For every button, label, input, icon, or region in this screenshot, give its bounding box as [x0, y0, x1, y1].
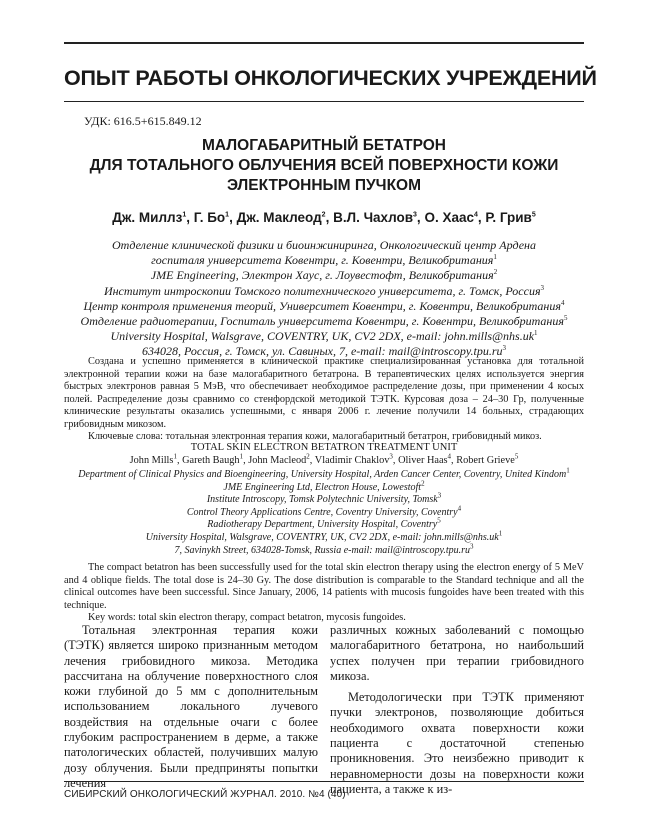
udc-code: УДК: 616.5+615.849.12 — [84, 114, 202, 128]
author-affiliation-mark: 1 — [225, 211, 230, 219]
affiliation-text: University Hospital, Walsgrave, COVENTRY, UK, CV2 2DX, e-mail: john.mills@nhs.uk — [110, 329, 535, 344]
affiliation-line — [64, 542, 584, 558]
author-affiliation-mark: 4 — [473, 211, 478, 219]
author-affiliation-mark: 4 — [447, 452, 452, 461]
author-name: John Mills — [129, 455, 174, 466]
abstract-en-text: The compact betatron has been successfully used for the total skin electron therapy using the electron energy of 5 MeV and 4 oblique fields. The total dose is 24–30 Gy. The dose distribution is comparable to the Standard technique and all the clinical outcomes have been successful. Since January, 2006, 14 patients with mucosis fungoides have been treated with this technique. — [64, 562, 584, 611]
affiliation-text: Institute Introscopy, Tomsk Polytechnic University, Tomsk — [206, 494, 438, 506]
affiliation-text: Control Theory Applications Centre, Coventry University, Coventry — [186, 506, 458, 518]
section-header: ОПЫТ РАБОТЫ ОНКОЛОГИЧЕСКИХ УЧРЕЖДЕНИЙ — [64, 66, 597, 90]
body-paragraph: Методологически при ТЭТК применяют пучки электронов, позволяющие добиться необходимого охвата поверхности кожи пациента с достаточной степенью проникновения. Это неизбежно приводит к неравномерности дозы на поверхности кожи пациента, а также к из- — [330, 690, 584, 796]
affiliation-text: Radiotherapy Department, University Hospital, Coventry — [207, 519, 438, 531]
affiliation-line — [64, 299, 584, 314]
affiliation-text: JME Engineering, Электрон Хаус, г. Лоувестофт, Великобритания — [150, 268, 494, 283]
affiliation-mark: 3 — [470, 542, 474, 551]
affiliation-mark: 3 — [502, 344, 507, 353]
author-separator: , — [186, 210, 194, 225]
affiliation-mark: 1 — [534, 329, 538, 338]
author-affiliation-mark: 1 — [182, 211, 187, 219]
keywords-ru: Ключевые слова: тотальная электронная терапия кожи, малогабаритный бетатрон, грибовидный микоз. — [88, 431, 542, 442]
author-separator: , — [477, 210, 486, 225]
header-rule — [64, 101, 584, 102]
author-separator: , — [451, 455, 457, 466]
affiliation-text: Центр контроля применения теорий, Университет Ковентри, г. Ковентри, Великобритания — [83, 298, 561, 313]
affiliation-mark: 2 — [493, 268, 498, 277]
affiliation-line — [64, 504, 584, 520]
affiliations-en — [64, 466, 584, 557]
body-column-right — [330, 623, 584, 797]
affiliation-text: Отделение радиотерапии, Госпиталь университета Ковентри, г. Ковентри, Великобритания — [80, 314, 564, 329]
author-name: Р. Грив — [485, 210, 532, 225]
affiliation-text: 7, Savinykh Street, 634028-Tomsk, Russia e-mail: mail@introscopy.tpu.ru — [174, 544, 471, 556]
author-name: Дж. Маклеод — [236, 210, 322, 225]
abstract-en — [64, 562, 584, 625]
affiliation-mark: 1 — [498, 529, 503, 538]
affiliation-text: Институт интроскопии Томского политехнического университета, г. Томск, Россия — [103, 283, 541, 298]
abstract-ru — [64, 356, 584, 444]
author-name: Robert Grieve — [456, 455, 515, 466]
author-affiliation-mark: 2 — [306, 452, 310, 461]
affiliation-text: госпиталя университета Ковентри, г. Ковентри, Великобритания — [151, 253, 494, 268]
affiliation-line — [64, 519, 584, 532]
author-separator: , — [392, 455, 399, 466]
author-affiliation-mark: 3 — [413, 211, 417, 219]
keywords-en: Key words: total skin electron therapy, compact betatron, mycosis fungoides. — [88, 612, 406, 623]
body-paragraph-continuation: различных кожных заболеваний с помощью малогабаритного бетатрона, но наибольший успех получен при терапии грибовидного микоза. — [330, 623, 584, 683]
authors-ru — [64, 210, 584, 225]
author-affiliation-mark: 1 — [173, 452, 177, 461]
affiliation-text: JME Engineering Ltd, Electron House, Lowestoft — [223, 481, 422, 493]
body-column-left — [64, 623, 318, 791]
author-name: О. Хаас — [424, 210, 474, 225]
affiliation-line — [64, 238, 584, 253]
journal-footer: СИБИРСКИЙ ОНКОЛОГИЧЕСКИЙ ЖУРНАЛ. 2010. №4 (40) — [64, 789, 346, 800]
title-line: МАЛОГАБАРИТНЫЙ БЕТАТРОН — [202, 137, 446, 154]
author-separator: , — [229, 210, 237, 225]
affiliation-text: University Hospital, Walsgrave, COVENTRY, UK, CV2 2DX, e-mail: john.mills@nhs.uk — [145, 531, 499, 543]
affiliation-mark: 5 — [563, 314, 568, 323]
affiliation-line — [64, 329, 584, 344]
title-line: ДЛЯ ТОТАЛЬНОГО ОБЛУЧЕНИЯ ВСЕЙ ПОВЕРХНОСТИ КОЖИ — [89, 157, 559, 174]
affiliation-line — [64, 491, 584, 507]
affiliation-text: Department of Clinical Physics and Bioengineering, University Hospital, Arden Cancer Center, Coventry, United Kindom — [78, 469, 567, 480]
author-affiliation-mark: 5 — [514, 452, 519, 461]
authors-en — [64, 452, 584, 466]
affiliation-mark: 4 — [560, 298, 565, 307]
affiliation-line — [64, 284, 584, 299]
author-name: Vladimir Chaklov — [314, 455, 390, 466]
title-line: ЭЛЕКТРОННЫМ ПУЧКОМ — [226, 177, 422, 194]
affiliation-mark: 1 — [493, 253, 497, 262]
author-affiliation-mark: 2 — [321, 211, 326, 219]
author-separator: , — [416, 210, 425, 225]
affiliation-line — [64, 268, 584, 283]
affiliation-mark: 5 — [437, 517, 441, 526]
affiliation-line — [64, 314, 584, 329]
author-separator: , — [176, 455, 183, 466]
author-affiliation-mark: 1 — [239, 452, 244, 461]
author-name: John Macleod — [248, 455, 307, 466]
author-separator: , — [325, 210, 334, 225]
affiliation-text: 634028, Россия, г. Томск, ул. Савиных, 7, e-mail: mail@introscopy.tpu.ru — [141, 344, 503, 359]
english-title: TOTAL SKIN ELECTRON BETATRON TREATMENT UNIT — [190, 442, 458, 453]
author-name: Oliver Haas — [398, 455, 448, 466]
footer-rule — [64, 781, 584, 782]
author-separator: , — [243, 455, 249, 466]
author-name: Дж. Миллз — [112, 210, 183, 225]
affiliation-line — [64, 529, 584, 545]
affiliation-mark: 4 — [457, 504, 462, 513]
article-title — [64, 136, 584, 196]
affiliation-line — [64, 466, 584, 482]
top-rule — [64, 42, 584, 44]
affiliation-mark: 2 — [421, 479, 425, 488]
abstract-ru-text: Создана и успешно применяется в клинической практике специализированная установка для тотальной электронной терапии кожи на базе малогабаритного бетатрона. В терапевтических целях используется энергия быстрых электронов равная 5 МэВ, что обеспечивает необходимое распределение дозы, при применении 4 косых полей. Распределение дозы сравнимо со стенфордской методикой ТЭТК. Курсовая доза – 24–30 Гр, полученные клинические результаты оказались успешными, с января 2006 г. лечение получили 14 больных, страдающих грибовидным микозом. — [64, 356, 584, 430]
affiliation-mark: 3 — [437, 491, 442, 500]
affiliation-text: Отделение клинической физики и биоинжиниринга, Онкологический центр Ардена — [112, 238, 536, 252]
affiliation-line — [64, 253, 584, 268]
affiliation-line — [64, 479, 584, 495]
author-name: В.Л. Чахлов — [333, 210, 414, 225]
author-name: Gareth Baugh — [182, 455, 240, 466]
author-affiliation-mark: 5 — [531, 211, 536, 219]
affiliations-ru — [64, 238, 584, 360]
author-name: Г. Бо — [193, 210, 226, 225]
affiliation-mark: 3 — [540, 283, 545, 292]
author-separator: , — [309, 455, 315, 466]
body-paragraph: Тотальная электронная терапия кожи (ТЭТК) является широко признанным методом лечения грибовидного микоза. Методика рассчитана на облучение поверхностного слоя кожи глубиной до 5 мм с дополнительным использованием локального лучевого воздействия на отдельные очаги с более глубоким распространением в дерме, а также патологических областей, получивших малую дозу облучения. Были предприняты попытки лечения — [64, 623, 318, 790]
author-affiliation-mark: 3 — [389, 452, 393, 461]
affiliation-mark: 1 — [566, 466, 570, 475]
